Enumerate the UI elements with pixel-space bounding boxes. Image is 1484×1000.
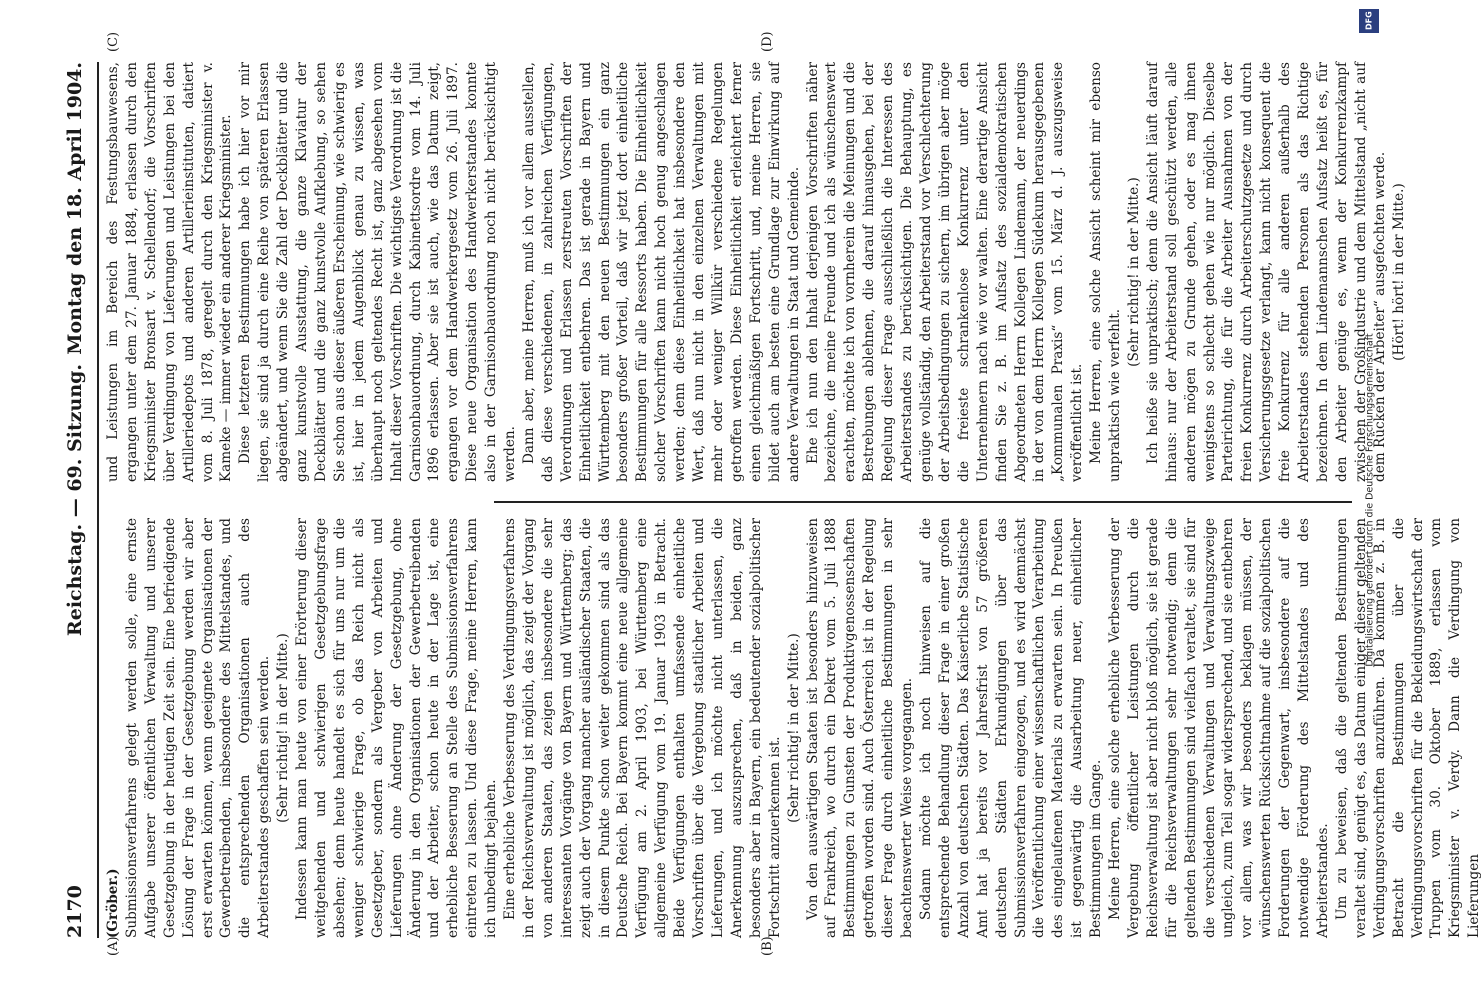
credit-text: Digitalisierung gefördert durch die Deutsche Forschungsgemeinschaft [1364,333,1376,667]
header-rule [97,62,99,938]
page-number: 2170 [64,885,86,938]
margin-mark-a: (A) [106,936,121,956]
margin-mark-c: (C) [106,31,121,52]
digitization-credit [1356,0,1383,1000]
paragraph: Ehe ich nun den Inhalt derjenigen Vorschriften näher bezeichne, die meine Freunde und ich als wünschenswert erachten, möchte ich von vornherein die Meinungen und die Bestrebungen ablehnen, die darauf hinausgehen, bei der Regelung dieser Frage ausschließlich die Interessen des Arbeiterstandes zu berücksichtigen. Die Behauptung, es genüge vollständig, den Arbeiterstand vor Verschlechterung der Arbeitsbedingungen zu sichern, im übrigen aber möge die freieste schrankenlose Konkurrenz unter den Unternehmern nach wie vor walten. Eine derartige Ansicht finden Sie z. B. im Aufsatz des sozialdemokratischen Abgeordneten Herrn Kollegen Lindemann, der neuerdings in der von dem Herrn Kollegen Südekum herausgegebenen „Kommunalen Praxis“ vom 15. März d. J. auszugsweise veröffentlicht ist. [804,62,1086,482]
paragraph: Dann aber, meine Herren, muß ich vor allem ausstellen, daß diese verschiedenen, in zahlreichen Verfügungen, Verordnungen und Erlassen zerstreuten Vorschriften der Einheitlichkeit entbehren. Das ist gerade in Bayern und Württemberg mit den neuen Bestimmungen ein ganz besonders großer Vorteil, daß wir jetzt dort einheitliche Bestimmungen für alle Ressorts haben. Die Einheitlichkeit solcher Vorschriften kann nicht hoch genug angeschlagen werden; denn diese Einheitlichkeit hat insbesondere den Wert, daß nun nicht in den einzelnen Verwaltungen mit mehr oder weniger Willkür verschiedene Regelungen getroffen werden. Diese Einheitlichkeit erleichtert ferner einen gleichmäßigen Fortschritt, und, meine Herren, sie bildet auch am besten eine Grundlage zur Einwirkung auf andere Verwaltungen in Staat und Gemeinde. [520,62,802,482]
paragraph: Um zu beweisen, daß die geltenden Bestimmungen veraltet sind, genügt es, das Datum einiger dieser geltenden Verdingungsvorschriften anzuführen. Da kommen z. B. in Betracht die Bestimmungen über die Verdingungsvorschriften für die Bekleidungswirtschaft der Truppen vom 30. Oktober 1889, erlassen vom Kriegsminister v. Verdy. Dann die Verdingung von Lieferungen [1333,518,1483,938]
paragraph: Ich heiße sie unpraktisch; denn die Ansicht läuft darauf hinaus: nur der Arbeiterstand soll geschützt werden, alle anderen mögen zu Grunde gehen, oder es mag ihnen wenigstens so schlecht gehen wie nur möglich. Dieselbe Parteirichtung, die für die Arbeiter Ausnahmen von der freien Konkurrenz durch Arbeiterschutzgesetze und durch Versicherungsgesetze verlangt, kann nicht konsequent die freie Konkurrenz für alle anderen außerhalb des Arbeiterstandes stehenden Personen als das Richtige bezeichnen. In dem Lindemannschen Aufsatz heißt es, für den Arbeiter genüge es, wenn der Konkurrenzkampf zwischen der Großindustrie und dem Mittelstand „nicht auf dem Rücken der Arbeiter“ ausgefochten werde. [1144,62,1388,482]
interjection: (Sehr richtig! in der Mitte.) [785,633,802,823]
paragraph: Indessen kann man heute von einer Erörterung dieser weitgehenden und schwierigen Gesetzgebungsfrage absehen; denn heute handelt es sich für uns nur um die weniger schwierige Frage, ob das Reich nicht als Gesetzgeber, sondern als Vergeber von Arbeiten und Lieferungen ohne Änderung der Gesetzgebung, ohne Änderung in den Organisationen der Gewerbetreibenden und der Arbeiter, schon heute in der Lage ist, eine erhebliche Besserung an Stelle des Submissionsverfahrens eintreten zu lassen. Und diese Frage, meine Herren, kann ich unbedingt bejahen. [294,518,500,938]
column-rule [494,501,1352,503]
paragraph: und Leistungen im Bereich des Festungsbauwesens, ergangen unter dem 27. Januar 1884, erlassen durch den Kriegsminister Bronsart v. Schellendorf; die Vorschriften über Verdingung von Lieferungen und Leistungen bei den Artilleriedepots und anderen Artillerieinstituten, datiert vom 8. Juli 1878, geregelt durch den Kriegsminister v. Kameke — immer wieder ein anderer Kriegsminister. [105,62,235,482]
header-date: Montag den 18. April 1904. [64,62,86,355]
right-column [104,62,1407,482]
paragraph: Sodann möchte ich noch hinweisen auf die entsprechende Behandlung dieser Frage in einer großen Anzahl von deutschen Städten. Das Kaiserliche Statistische Amt hat ja bereits vor Jahresfrist von 57 größeren deutschen Städten Erkundigungen über das Submissionsverfahren eingezogen, und es wird demnächst die Veröffentlichung einer wissenschaftlichen Verarbeitung des eingelaufenen Materials zu erwarten sein. In Preußen ist gegenwärtig die Ausarbeitung neuer, einheitlicher Bestimmungen im Gange. [917,518,1105,938]
speaker-label [104,518,123,938]
paragraph: Submissionsverfahrens gelegt werden solle, eine ernste Aufgabe unserer öffentlichen Verwaltung und unserer Gesetzgebung in der heutigen Zeit sein. Eine befriedigende Lösung der Frage in der Gesetzgebung werden wir aber erst erwarten können, wenn geeignete Organisationen der Gewerbetreibenden, insbesondere des Mittelstandes, und die entsprechenden Organisationen auch des Arbeiterstandes geschaffen sein werden. [123,518,273,938]
margin-mark-b: (B) [760,936,775,956]
paragraph: Meine Herren, eine solche Ansicht scheint mir ebenso unpraktisch wie verfehlt. [1088,62,1124,482]
paragraph: Diese letzteren Bestimmungen habe ich hier vor mir liegen, sie sind ja durch eine Reihe von späteren Erlassen abgeändert, und wenn Sie die Zahl der Deckblätter und die ganz kunstvolle Ausstattung, die ganze Klaviatur der Deckblätter und die ganz kunstvolle Aufklebung, so sehen Sie schon aus dieser äußeren Erscheinung, wie schwierig es ist, hier in jedem Augenblick genau zu wissen, was überhaupt noch geltendes Recht ist, ganz abgesehen vom Inhalt dieser Vorschriften. Die wichtigste Verordnung ist die Garnisonbauordnung, durch Kabinettsordre vom 14. Juli 1896 erlassen. Aber sie ist auch, wie das Datum zeigt, ergangen vor dem Handwerkergesetz vom 26. Juli 1897. Diese neue Organisation des Handwerkerstandes konnte also in der Garnisonbauordnung noch nicht berücksichtigt werden. [237,62,519,482]
page-header [62,62,92,938]
paragraph: Meine Herren, eine solche erhebliche Verbesserung der Vergebung öffentlicher Leistungen durch die Reichsverwaltung ist aber nicht bloß möglich, sie ist gerade für die Reichsverwaltungen sehr notwendig; denn die geltenden Bestimmungen sind vielfach veraltet, sie sind für die verschiedenen Verwaltungen und Verwaltungszweige ungleich, zum Teil sogar widersprechend, und sie entbehren vor allem, was wir besonders beklagen müssen, der wünschenswerten Rücksichtnahme auf die sozialpolitischen Forderungen der Gegenwart, insbesondere auf die notwendige Förderung des Mittelstandes und des Arbeiterstandes. [1107,518,1331,938]
interjection: (Hört! hört! in der Mitte.) [1390,183,1407,361]
speaker-name: (Gröber.) [105,868,121,938]
interjection: (Sehr richtig! in der Mitte.) [1125,177,1142,367]
dfg-logo-icon: DFG [1359,9,1379,33]
running-title: Reichstag. — 69. Sitzung. [64,363,86,637]
left-column [104,518,1483,938]
margin-mark-d: (D) [760,31,775,52]
interjection: (Sehr richtig! in der Mitte.) [275,633,292,823]
paragraph: Eine erhebliche Verbesserung des Verdingungsverfahrens in der Reichsverwaltung ist möglich, das zeigt der Vorgang von anderen Staaten, das zeigen insbesondere die sehr interessanten Vorgänge von Bayern und Württemberg; das zeigt auch der Vorgang mancher ausländischer Staaten, die in diesem Punkte schon weiter gekommen sind als das Deutsche Reich. Bei Bayern kommt eine neue allgemeine Verfügung am 2. April 1903, bei Württemberg eine allgemeine Verfügung vom 19. Januar 1903 in Betracht. Beide Verfügungen enthalten umfassende einheitliche Vorschriften über die Vergebung staatlicher Arbeiten und Lieferungen, und ich möchte nicht unterlassen, die Anerkennung auszusprechen, daß in beiden, ganz besonders aber in Bayern, ein bedeutender sozialpolitischer Fortschritt anzuerkennen ist. [502,518,783,938]
paragraph: Von den auswärtigen Staaten ist besonders hinzuweisen auf Frankreich, wo durch ein Dekret vom 5. Juli 1888 Bestimmungen zu Gunsten der Produktivgenossenschaften getroffen worden sind. Auch Österreich ist in der Regelung dieser Frage durch einheitliche Bestimmungen in sehr beachtenswerter Weise vorgegangen. [804,518,916,938]
